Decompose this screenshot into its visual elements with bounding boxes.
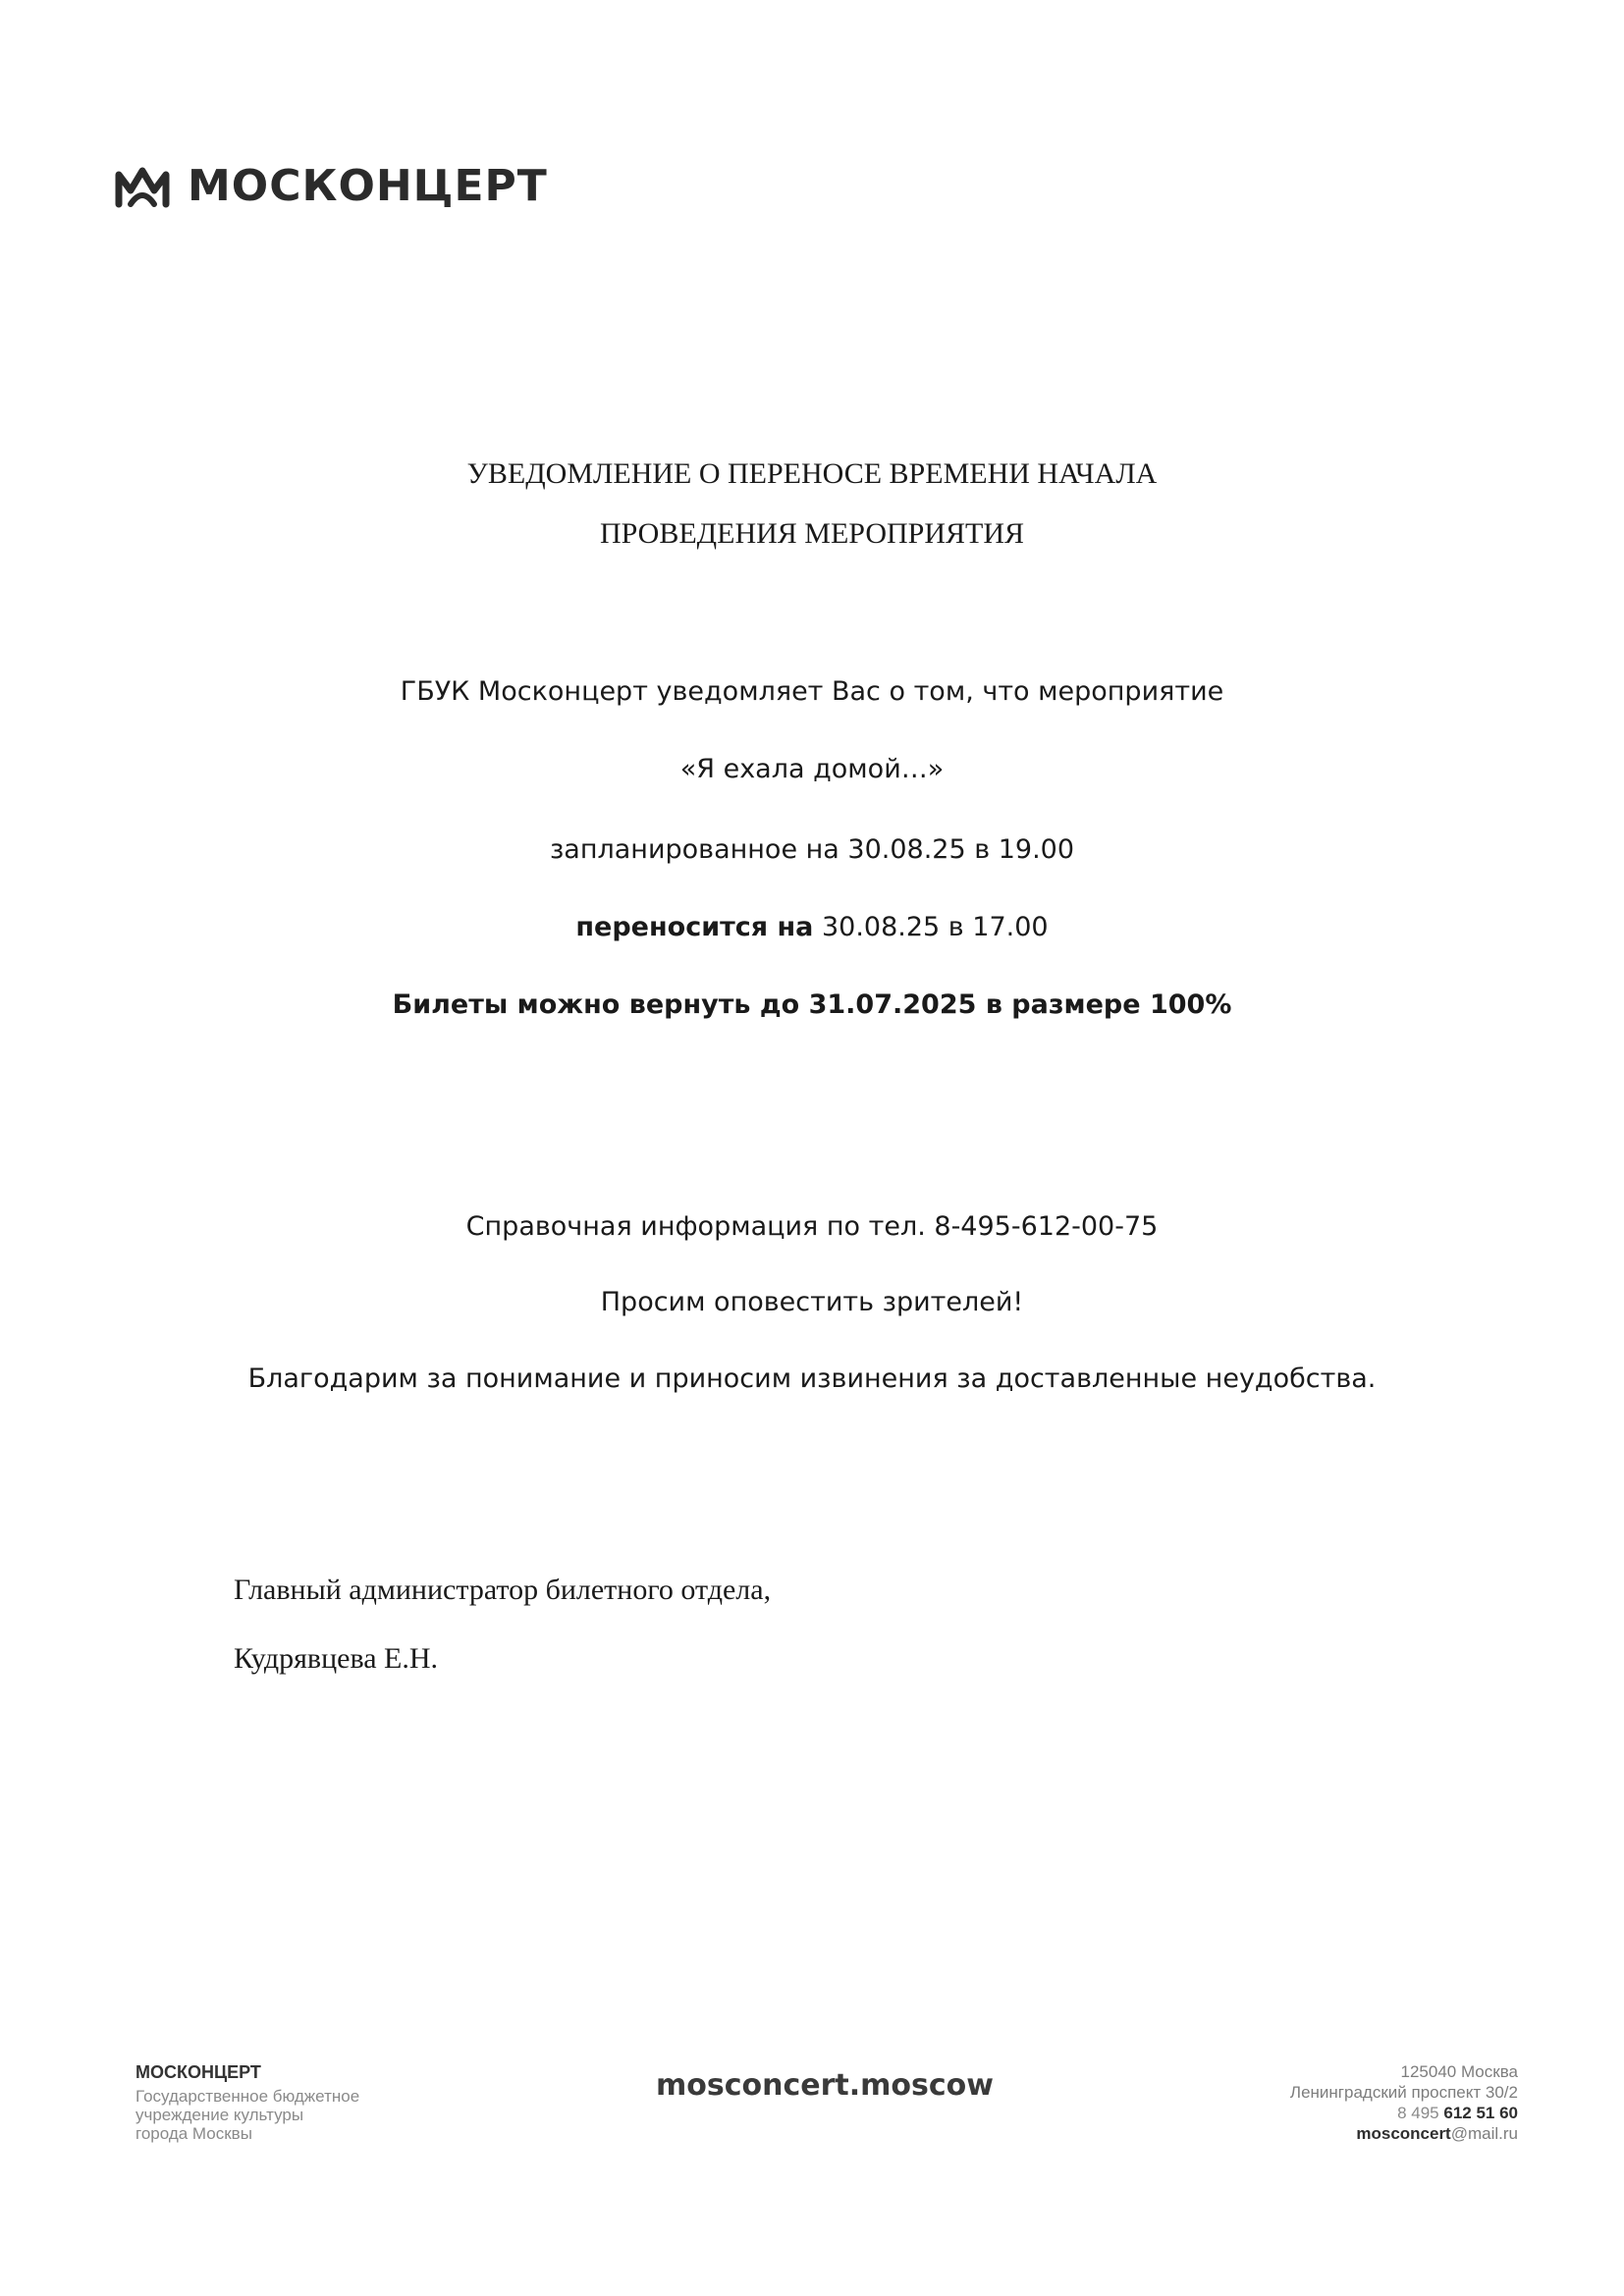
info-phone: Справочная информация по тел. 8-495-612-00-75	[465, 1211, 1159, 1242]
event-name: «Я ехала домой…»	[679, 754, 945, 784]
signature-name: Кудрявцева Е.Н.	[234, 1642, 439, 1675]
footer-email[interactable]: mosconcert@mail.ru	[1356, 2124, 1518, 2143]
notice-title-line2: ПРОВЕДЕНИЯ МЕРОПРИЯТИЯ	[599, 517, 1025, 550]
notice-title-line1: УВЕДОМЛЕНИЕ О ПЕРЕНОСЕ ВРЕМЕНИ НАЧАЛА	[466, 457, 1158, 490]
footer-org-line3: города Москвы	[135, 2124, 252, 2143]
request-text: Просим оповестить зрителей!	[600, 1287, 1024, 1317]
footer-phone: 8 495 612 51 60	[1397, 2104, 1518, 2122]
planned-datetime: запланированное на 30.08.25 в 19.00	[549, 834, 1075, 865]
apology-text: Благодарим за понимание и приносим извинения за доставленные неудобства.	[247, 1363, 1377, 1394]
mosconcert-emblem-icon	[113, 161, 172, 212]
refund-notice	[0, 986, 1624, 1025]
moved-datetime	[0, 908, 1624, 947]
footer-website[interactable]: mosconcert.moscow	[656, 2068, 994, 2103]
footer-address-line2: Ленинградский проспект 30/2	[1289, 2083, 1518, 2102]
footer-org-line1: Государственное бюджетное	[135, 2087, 360, 2106]
signature-position: Главный администратор билетного отдела,	[234, 1574, 772, 1606]
footer-contacts	[1290, 2061, 1518, 2144]
moved-label: переносится на	[575, 912, 814, 942]
footer-org	[135, 2061, 430, 2143]
notice-intro: ГБУК Москонцерт уведомляет Вас о том, что мероприятие	[400, 676, 1224, 707]
refund-text: Билеты можно вернуть до 31.07.2025 в размере 100%	[392, 989, 1232, 1020]
footer-org-line2: учреждение культуры	[135, 2106, 304, 2124]
moved-value: 30.08.25 в 17.00	[813, 912, 1049, 942]
footer-org-name: МОСКОНЦЕРТ	[135, 2062, 261, 2082]
mosconcert-logo	[113, 159, 548, 214]
footer-address-line1: 125040 Москва	[1400, 2062, 1518, 2081]
logo-text: МОСКОНЦЕРТ	[188, 161, 548, 211]
